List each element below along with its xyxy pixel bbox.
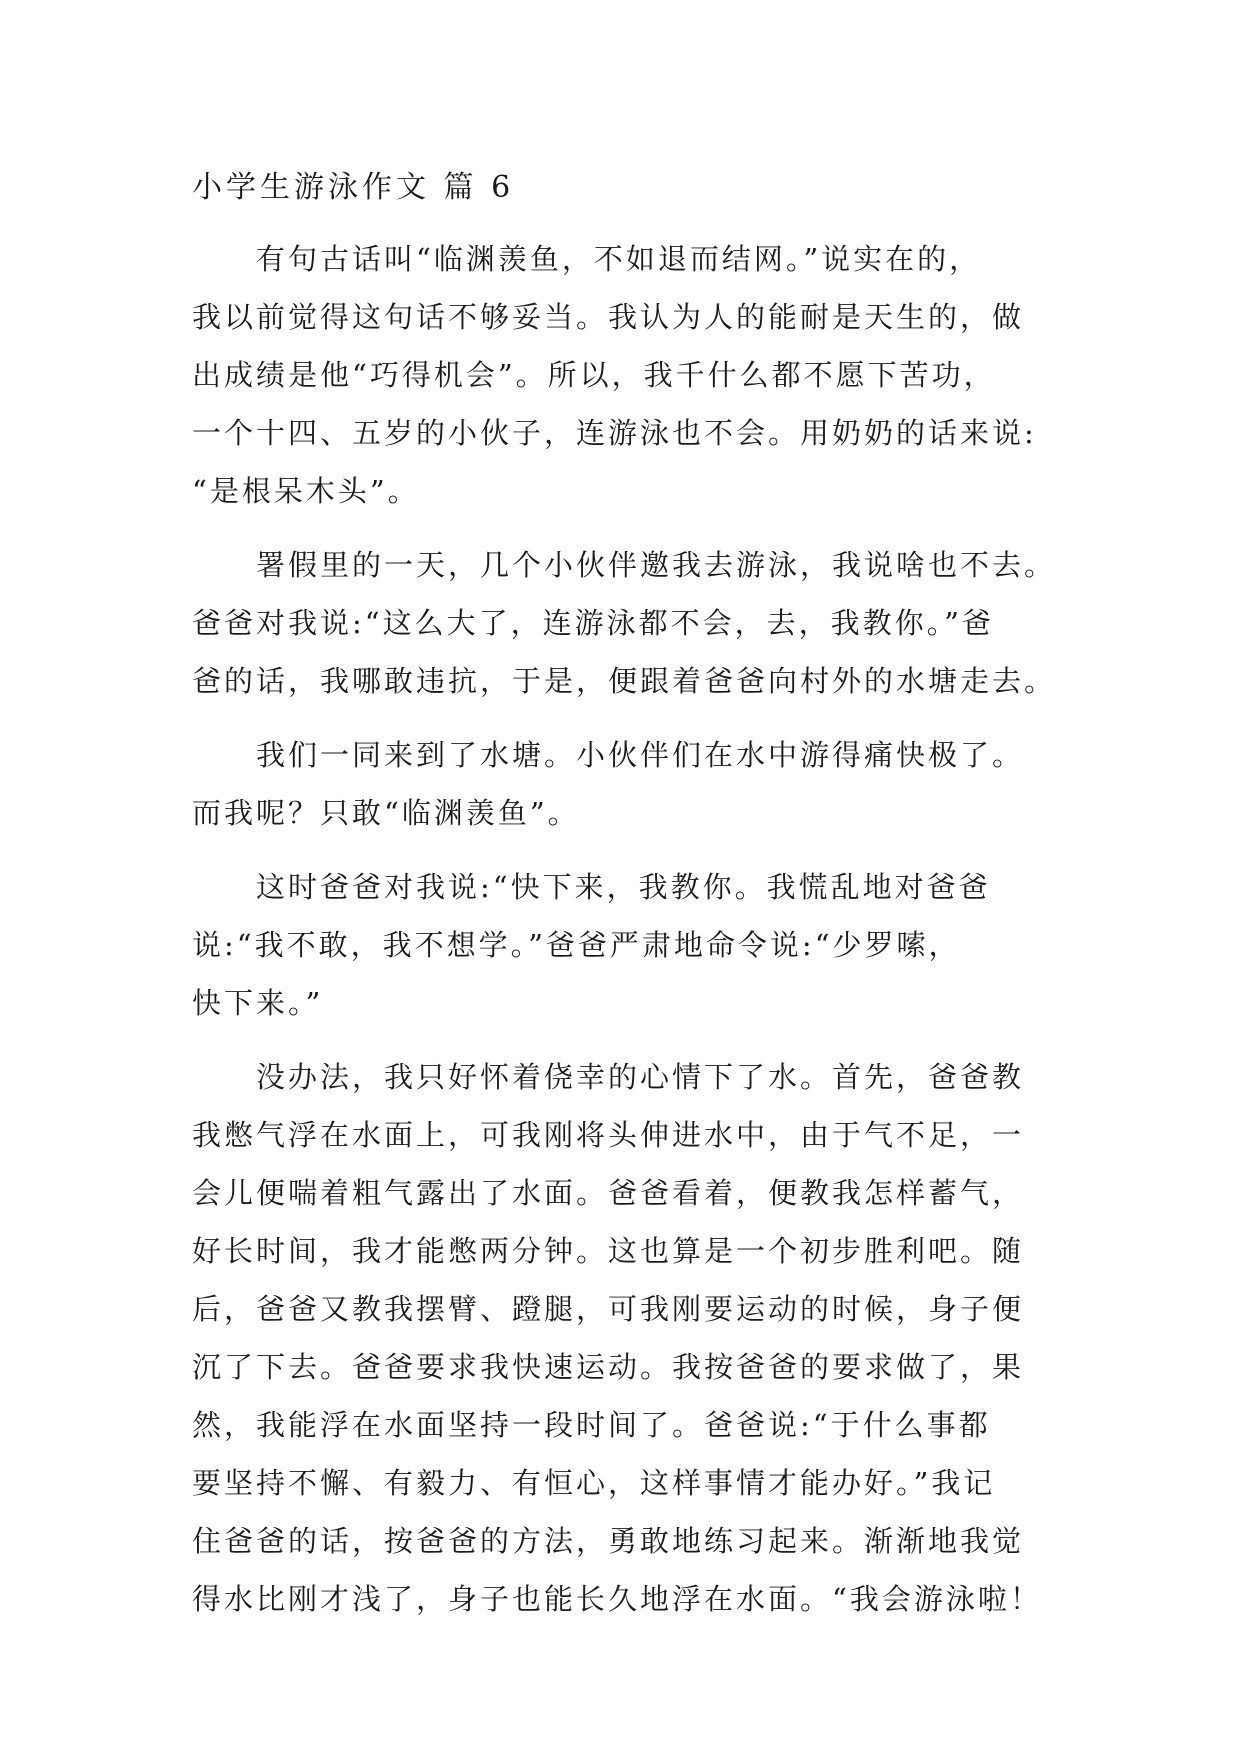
text-line: 爸爸对我说:“这么大了，连游泳都不会，去，我教你。”爸 <box>192 606 994 640</box>
text-line: 署假里的一天，几个小伙伴邀我去游泳，我说啥也不去。 <box>256 548 1057 582</box>
text-line: 我们一同来到了水塘。小伙伴们在水中游得痛快极了。 <box>256 738 1025 772</box>
text-line: 沉了下去。爸爸要求我快速运动。我按爸爸的要求做了，果 <box>192 1350 1025 1384</box>
text-line: “是根呆木头”。 <box>192 474 420 508</box>
text-line: 我憋气浮在水面上，可我刚将头伸进水中，由于气不足，一 <box>192 1118 1025 1152</box>
text-line: 快下来。” <box>192 986 324 1020</box>
text-line: 这时爸爸对我说:“快下来，我教你。我慌乱地对爸爸 <box>256 870 991 904</box>
text-line: 我以前觉得这句话不够妥当。我认为人的能耐是天生的，做 <box>192 300 1025 334</box>
paragraph-5 <box>192 1048 1072 1628</box>
paragraph-2 <box>192 536 1072 710</box>
paragraph-1 <box>192 230 1072 520</box>
text-line: 得水比刚才浅了，身子也能长久地浮在水面。“我会游泳啦！ <box>192 1582 1042 1616</box>
text-line: 好长时间，我才能憋两分钟。这也算是一个初步胜利吧。随 <box>192 1234 1025 1268</box>
text-line: 会儿便喘着粗气露出了水面。爸爸看着，便教我怎样蓄气， <box>192 1176 1025 1210</box>
paragraph-3 <box>192 726 1072 842</box>
text-line: 没办法，我只好怀着侥幸的心情下了水。首先，爸爸教 <box>256 1060 1025 1094</box>
paragraph-4 <box>192 858 1072 1032</box>
document-body <box>192 164 1072 1644</box>
text-line: 出成绩是他“巧得机会”。所以，我千什么都不愿下苦功， <box>192 358 996 392</box>
text-line: 住爸爸的话，按爸爸的方法，勇敢地练习起来。渐渐地我觉 <box>192 1524 1025 1558</box>
text-line: 而我呢？只敢“临渊羡鱼”。 <box>192 796 580 830</box>
text-line: 有句古话叫“临渊羡鱼，不如退而结网。”说实在的， <box>256 242 982 276</box>
text-line: 一个十四、五岁的小伙子，连游泳也不会。用奶奶的话来说: <box>192 416 1037 450</box>
text-line: 说:“我不敢，我不想学。”爸爸严肃地命令说:“少罗嗦， <box>192 928 961 962</box>
text-line: 然，我能浮在水面坚持一段时间了。爸爸说:“于什么事都 <box>192 1408 991 1442</box>
document-title: 小学生游泳作文 篇 6 <box>192 170 515 205</box>
text-line: 要坚持不懈、有毅力、有恒心，这样事情才能办好。”我记 <box>192 1466 996 1500</box>
text-line: 后，爸爸又教我摆臂、蹬腿，可我刚要运动的时候，身子便 <box>192 1292 1025 1326</box>
text-line: 爸的话，我哪敢违抗，于是，便跟着爸爸向村外的水塘走去。 <box>192 664 1057 698</box>
